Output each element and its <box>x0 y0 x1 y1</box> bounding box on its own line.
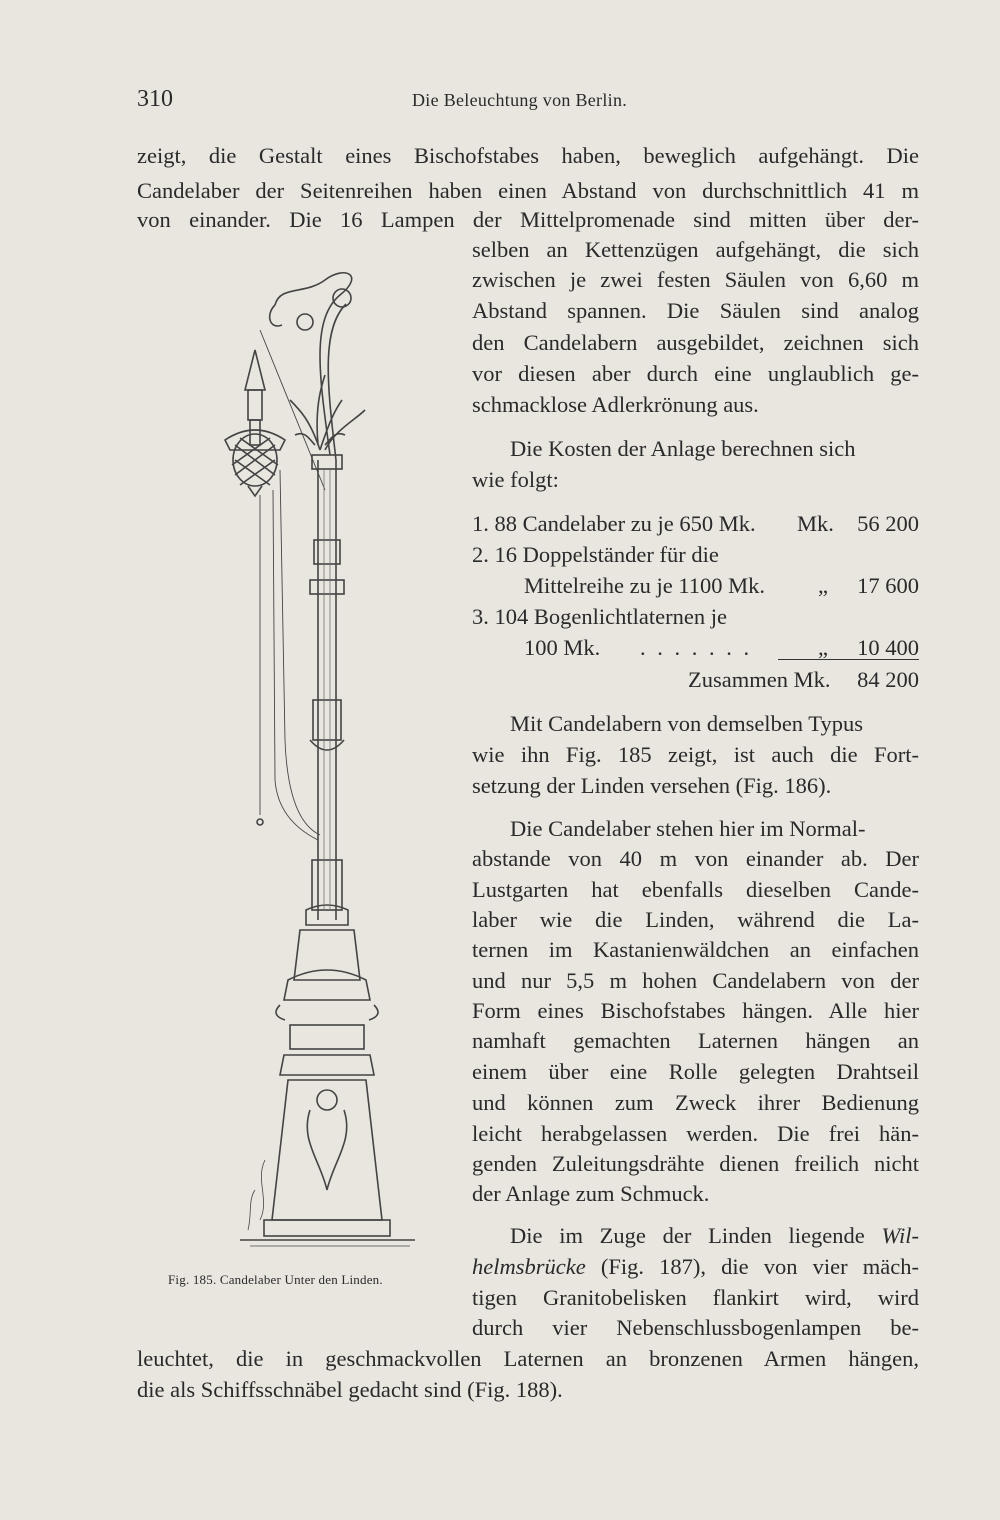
text-line: Lustgarten hat ebenfalls dieselben Cande- <box>472 877 919 902</box>
cost-item-2-cont: Mittelreihe zu je 1100 Mk. <box>524 573 765 598</box>
ditto-mark: „ <box>818 635 828 660</box>
page-number: 310 <box>137 86 173 112</box>
text-line: Die Candelaber stehen hier im Normal- <box>510 816 866 841</box>
cost-amount-2: 17 600 <box>857 573 919 598</box>
text-line: einem über eine Rolle gelegten Drahtseil <box>472 1059 919 1084</box>
text-line: namhaft gemachten Laternen hängen an <box>472 1028 919 1053</box>
text-span: (Fig. 187), die von vier mäch- <box>585 1254 919 1279</box>
text-line: der Anlage zum Schmuck. <box>472 1181 710 1206</box>
cost-item-3: 3. 104 Bogenlichtlaternen je <box>472 604 727 629</box>
cost-amount-1: 56 200 <box>857 511 919 536</box>
text-line: selben an Kettenzügen aufgehängt, die sich <box>472 237 919 262</box>
text-line: genden Zuleitungsdrähte dienen freilich nicht <box>472 1151 919 1176</box>
text-line: leuchtet, die in geschmackvollen Laternen an bronzenen Armen hängen, <box>137 1346 919 1371</box>
text-line: zeigt, die Gestalt eines Bischofstabes haben, beweglich aufgehängt. Die <box>137 143 919 168</box>
text-line: vor diesen aber durch eine unglaublich ge- <box>472 361 919 386</box>
text-span: Die im Zuge der Linden liegende <box>510 1223 882 1248</box>
text-line: schmacklose Adlerkrönung aus. <box>472 392 759 417</box>
cost-item-3-cont: 100 Mk. <box>524 635 601 660</box>
text-line <box>510 1222 919 1250</box>
text-line: leicht herabgelassen werden. Die frei hän- <box>472 1121 919 1146</box>
figure-caption: Fig. 185. Candelaber Unter den Linden. <box>168 1272 383 1287</box>
text-line: wie ihn Fig. 185 zeigt, ist auch die Fort- <box>472 742 919 767</box>
ditto-mark: „ <box>818 573 828 598</box>
running-title: Die Beleuchtung von Berlin. <box>412 90 628 110</box>
leader-dots: . . . . . . . <box>640 635 753 660</box>
text-line: abstande von 40 m von einander ab. Der <box>472 846 919 871</box>
text-line <box>472 1253 919 1281</box>
text-line: die als Schiffsschnäbel gedacht sind (Fig. 188). <box>137 1377 563 1402</box>
candelabra-illustration <box>160 260 460 1270</box>
text-line: Mit Candelabern von demselben Typus <box>510 711 863 736</box>
text-line: setzung der Linden versehen (Fig. 186). <box>472 773 832 798</box>
text-line: und können zum Zweck ihrer Bedienung <box>472 1090 919 1115</box>
text-line: laber wie die Linden, während die La- <box>472 907 919 932</box>
text-line: wie folgt: <box>472 467 559 492</box>
text-line: von einander. Die 16 Lampen der Mittelpromenade sind mitten über der- <box>137 207 919 232</box>
cost-item-2: 2. 16 Doppelständer für die <box>472 542 719 567</box>
text-line: Abstand spannen. Die Säulen sind analog <box>472 298 919 323</box>
cost-amount-3: 10 400 <box>857 635 919 660</box>
text-line: Candelaber der Seitenreihen haben einen Abstand von durchschnittlich 41 m <box>137 178 919 203</box>
text-line: den Candelabern ausgebildet, zeichnen sich <box>472 330 919 355</box>
text-line: und nur 5,5 m hohen Candelabern von der <box>472 968 919 993</box>
italic-text: Wil- <box>881 1223 919 1248</box>
sum-rule <box>778 659 919 660</box>
total-label: Zusammen Mk. <box>688 667 831 692</box>
text-line: ternen im Kastanienwäldchen an einfachen <box>472 937 919 962</box>
text-line: zwischen je zwei festen Säulen von 6,60 m <box>472 267 919 292</box>
cost-unit: Mk. <box>797 511 834 536</box>
text-line: tigen Granitobelisken flankirt wird, wird <box>472 1285 919 1310</box>
total-amount: 84 200 <box>857 667 919 692</box>
italic-text: helmsbrücke <box>472 1254 586 1279</box>
text-line: durch vier Nebenschlussbogenlampen be- <box>472 1315 919 1340</box>
text-line: Form eines Bischofstabes hängen. Alle hier <box>472 998 919 1023</box>
text-line: Die Kosten der Anlage berechnen sich <box>510 436 856 461</box>
cost-item-1: 1. 88 Candelaber zu je 650 Mk. <box>472 511 756 536</box>
